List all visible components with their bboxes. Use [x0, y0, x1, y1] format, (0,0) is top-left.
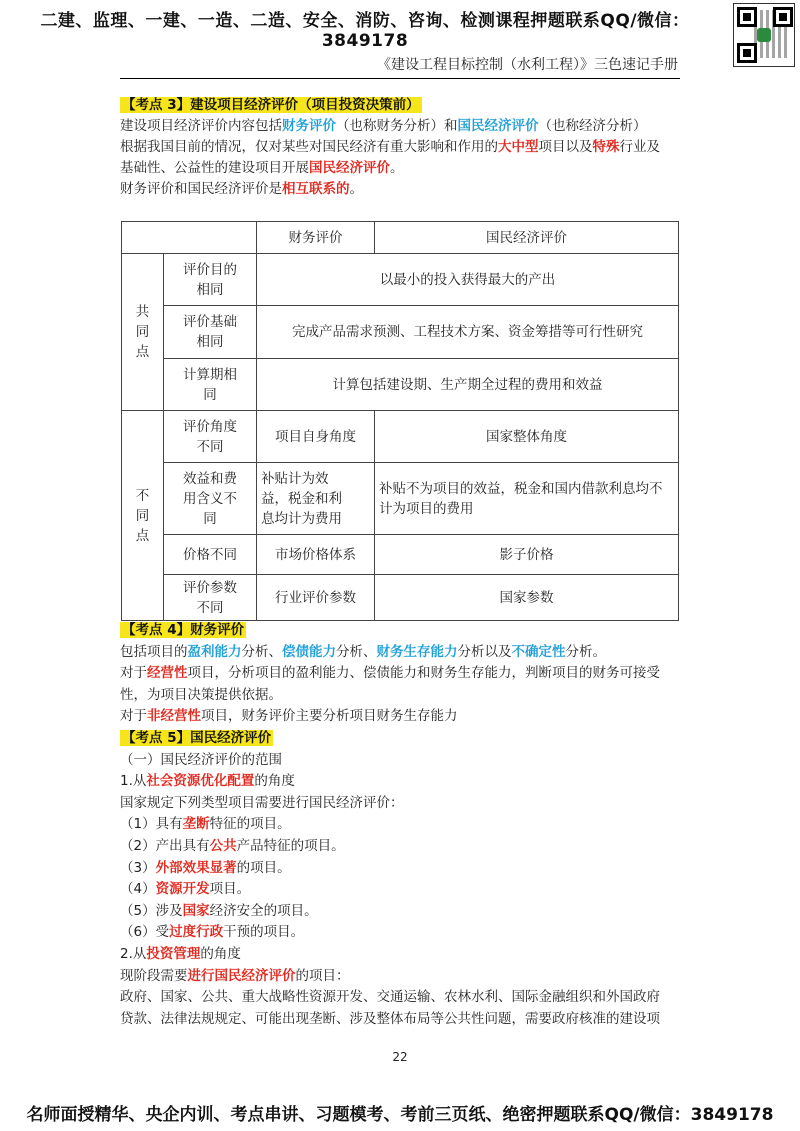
comparison-table [121, 221, 679, 621]
table-row [122, 254, 679, 306]
table-row [122, 411, 679, 463]
table-row [122, 359, 679, 411]
row-label: 评价基础 相同 [164, 306, 257, 359]
header-national: 国民经济评价 [375, 222, 679, 254]
paragraph: 包括项目的盈利能力分析、偿债能力分析、财务生存能力分析以及不确定性分析。 [120, 643, 606, 660]
row-label: 价格不同 [164, 535, 257, 575]
cell-national: 补贴不为项目的效益，税金和国内借款利息均不 计为项目的费用 [375, 463, 679, 535]
section-4-heading: 【考点 4】财务评价 [122, 622, 245, 638]
paragraph: 基础性、公益性的建设项目开展国民经济评价。 [120, 160, 404, 176]
table-row [122, 222, 679, 254]
row-label: 计算期相 同 [164, 359, 257, 411]
paragraph: 根据我国目前的情况，仅对某些对国民经济有重大影响和作用的大中型项目以及特殊行业及 [120, 139, 660, 155]
header-financial: 财务评价 [257, 222, 375, 254]
table-row [122, 463, 679, 535]
cell-financial: 行业评价参数 [257, 575, 375, 621]
list-item: （2）产出具有公共产品特征的项目。 [120, 837, 345, 854]
paragraph: 政府、国家、公共、重大战略性资源开发、交通运输、农林水利、国际金融组织和外国政府 [120, 989, 660, 1006]
paragraph: 对于非经营性项目，财务评价主要分析项目财务生存能力 [120, 708, 458, 725]
paragraph: 1.从社会资源优化配置的角度 [120, 773, 295, 790]
paragraph: 贷款、法律法规规定、可能出现垄断、涉及整体布局等公共性问题，需要政府核准的建设项 [120, 1010, 660, 1027]
cell-national: 国家参数 [375, 575, 679, 621]
cell-financial: 补贴计为效 益，税金和利 息均计为费用 [257, 463, 375, 535]
paragraph: 财务评价和国民经济评价是相互联系的。 [120, 181, 363, 197]
paragraph: 建设项目经济评价内容包括财务评价（也称财务分析）和国民经济评价（也称经济分析） [120, 118, 647, 134]
header-rule [120, 78, 680, 79]
qr-code-icon [733, 3, 795, 67]
paragraph: 对于经营性项目，分析项目的盈利能力、偿债能力和财务生存能力，判断项目的财务可接受 [120, 665, 660, 682]
cell-national: 国家整体角度 [375, 411, 679, 463]
table-row [122, 306, 679, 359]
paragraph: 2.从投资管理的角度 [120, 945, 241, 962]
sections-4-5 [120, 620, 680, 1030]
cell-value: 计算包括建设期、生产期全过程的费用和效益 [257, 359, 679, 411]
footer-banner: 名师面授精华、央企内训、考点串讲、习题模考、考前三页纸、绝密押题联系QQ/微信：3849178 [26, 1105, 774, 1125]
table-row [122, 575, 679, 621]
paragraph: 国家规定下列类型项目需要进行国民经济评价： [120, 794, 404, 811]
table-corner [122, 222, 257, 254]
row-label: 评价目的 相同 [164, 254, 257, 306]
document-title: 《建设工程目标控制（水利工程）》三色速记手册 [377, 57, 678, 73]
cell-financial: 市场价格体系 [257, 535, 375, 575]
list-item: （6）受过度行政干预的项目。 [120, 924, 305, 941]
table-row [122, 535, 679, 575]
cell-value: 以最小的投入获得最大的产出 [257, 254, 679, 306]
paragraph: 性，为项目决策提供依据。 [120, 686, 282, 703]
row-label: 评价参数 不同 [164, 575, 257, 621]
list-item: （1）具有垄断特征的项目。 [120, 816, 291, 833]
group-similarities: 共 同 点 [122, 254, 164, 411]
list-item: （5）涉及国家经济安全的项目。 [120, 902, 318, 919]
cell-financial: 项目自身角度 [257, 411, 375, 463]
page-number: 22 [392, 1050, 408, 1064]
list-item: （3）外部效果显著的项目。 [120, 859, 291, 876]
section-5-heading: 【考点 5】国民经济评价 [122, 729, 272, 746]
cell-value: 完成产品需求预测、工程技术方案、资金筹措等可行性研究 [257, 306, 679, 359]
section-3 [120, 95, 680, 200]
top-banner: 二建、监理、一建、一造、二造、安全、消防、咨询、检测课程押题联系QQ/微信：3849178 [40, 11, 690, 51]
paragraph: 现阶段需要进行国民经济评价的项目： [120, 967, 350, 984]
list-item: （4）资源开发项目。 [120, 881, 251, 898]
group-differences: 不 同 点 [122, 411, 164, 621]
row-label: 效益和费 用含义不 同 [164, 463, 257, 535]
cell-national: 影子价格 [375, 535, 679, 575]
section-3-heading: 【考点 3】建设项目经济评价（项目投资决策前） [122, 97, 420, 113]
subheading: （一）国民经济评价的范围 [120, 751, 282, 768]
row-label: 评价角度 不同 [164, 411, 257, 463]
